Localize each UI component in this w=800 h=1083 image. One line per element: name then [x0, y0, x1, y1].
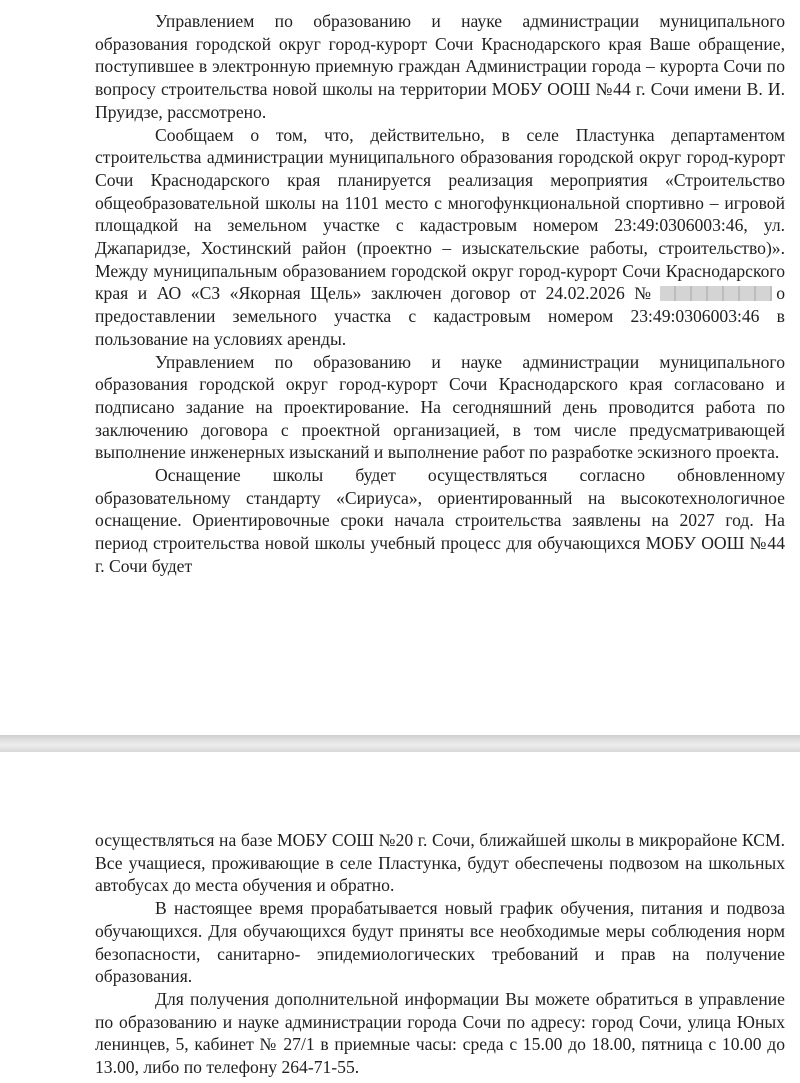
paragraph-design-task: Управлением по образованию и науке администрации муниципального образования городской округ город-курорт Сочи Краснодарского края согласовано и подписано задание на проектирование. На сегодняшний день проводится работа по заключению договора с проектной организацией, в том числе предусматривающей выполнение инженерных изысканий и выполнение работ по разработке эскизного проекта.: [95, 351, 785, 463]
paragraph-construction-text: Сообщаем о том, что, действительно, в селе Пластунка департаментом строительства администрации муниципального образования городской округ город-курорт Сочи Краснодарского края планируется реализация мероприятия «Строительство общеобразовательной школы на 1101 место с многофункциональной спортивно – игровой площадкой на земельном участке с кадастровым номером 23:49:0306003:46, ул. Джапаридзе, Хостинский район (проектно – изыскательские работы, строительство)». Между муниципальным образованием городской округ город-курорт Сочи Краснодарского края и АО «СЗ «Якорная Щель» заключен договор от 24.02.2026 №: [95, 124, 785, 304]
page-top-text: [95, 10, 785, 578]
page-bottom-text: [95, 829, 785, 1079]
page-separator: [0, 735, 800, 752]
paragraph-construction-info: [95, 124, 785, 351]
paragraph-construction-tail: о предоставлении земельного участка с кадастровым номером 23:49:0306003:46 в пользование на условиях аренды.: [95, 283, 785, 349]
paragraph-equipment-schedule: Оснащение школы будет осуществляться согласно обновленному образовательному стандарту «Сириуса», ориентированный на высокотехнологичное оснащение. Ориентировочные сроки начала строительства заявлены на 2027 год. На период строительства новой школы учебный процесс для обучающихся МОБУ ООШ №44 г. Сочи будет: [95, 465, 785, 576]
paragraph-new-schedule: В настоящее время прорабатывается новый график обучения, питания и подвоза обучающихся. Для обучающихся будут приняты все необходимые меры соблюдения норм безопасности, санитарно- эпидемиологических требований и прав на получение образования.: [95, 898, 785, 987]
paragraph-temporary-school: осуществляться на базе МОБУ СОШ №20 г. Сочи, ближайшей школы в микрорайоне КСМ. Все учащиеся, проживающие в селе Пластунка, будут обеспечены подвозом на школьных автобусах до места обучения и обратно.: [95, 830, 785, 896]
paragraph-contact-info: Для получения дополнительной информации Вы можете обратиться в управление по образованию и науке администрации города Сочи по адресу: город Сочи, улица Юных ленинцев, 5, кабинет № 27/1 в приемные часы: среда с 15.00 до 18.00, пятница с 10.00 до 13.00, либо по телефону 264-71-55.: [95, 988, 785, 1078]
redacted-contract-number: [660, 286, 772, 301]
paragraph-appeal-reviewed: Управлением по образованию и науке администрации муниципального образования городской округ город-курорт Сочи Краснодарского края Ваше обращение, поступившее в электронную приемную граждан Администрации города – курорта Сочи по вопросу строительства новой школы на территории МОБУ ООШ №44 г. Сочи имени В. И. Пруидзе, рассмотрено.: [95, 11, 785, 122]
document-page-bottom: [0, 752, 800, 1083]
